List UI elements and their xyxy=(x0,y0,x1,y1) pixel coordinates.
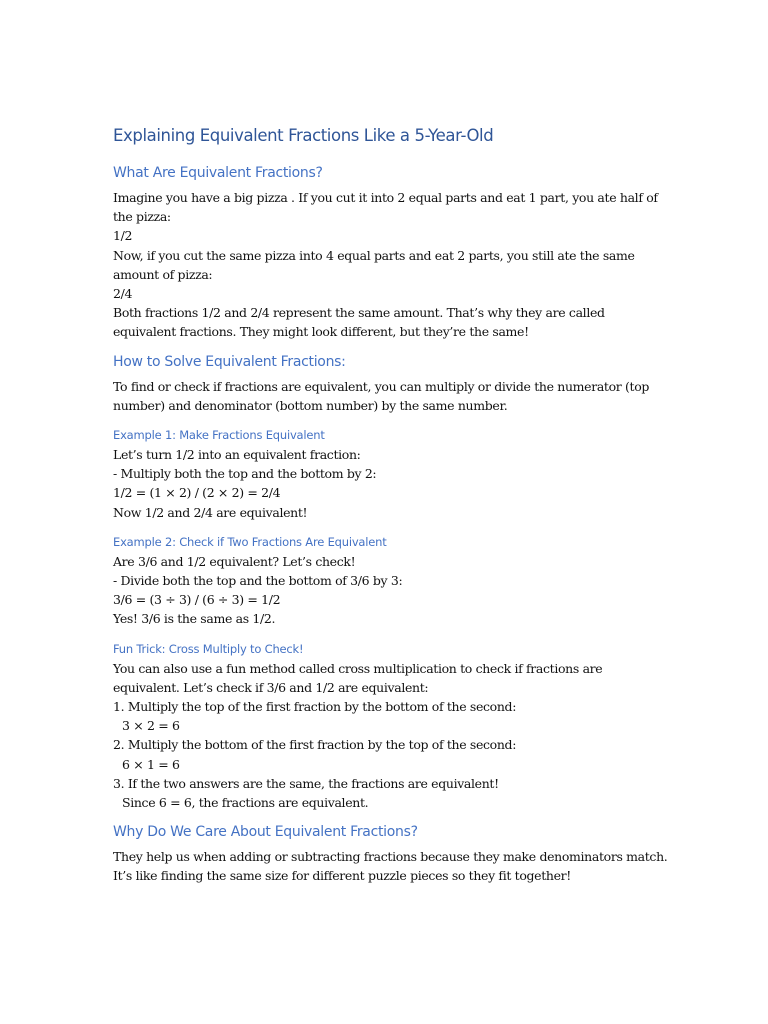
section-heading-why-care: Why Do We Care About Equivalent Fractions? xyxy=(113,824,418,841)
fraction-line: 2/4 xyxy=(113,286,133,302)
document-page xyxy=(113,124,673,886)
subheading-example-2: Example 2: Check if Two Fractions Are Equivalent xyxy=(113,534,387,549)
subheading-example-1: Example 1: Make Fractions Equivalent xyxy=(113,428,325,443)
section-heading-how-to-solve: How to Solve Equivalent Fractions: xyxy=(113,353,346,370)
section-heading-what-are: What Are Equivalent Fractions? xyxy=(113,165,323,181)
paragraph-line: Both fractions 1/2 and 2/4 represent the same amount. That’s why they are called xyxy=(113,305,605,321)
paragraph-line: equivalent fractions. They might look different, but they’re the same! xyxy=(113,324,529,340)
paragraph-line: number) and denominator (bottom number) by the same number. xyxy=(113,397,508,413)
paragraph-line: Imagine you have a big pizza . If you cut it into 2 equal parts and eat 1 part, you ate half of xyxy=(113,190,658,205)
paragraph-line: - Multiply both the top and the bottom by 2: xyxy=(113,466,377,482)
equation-line: 3 × 2 = 6 xyxy=(122,718,180,734)
section-body-what-are xyxy=(113,188,673,342)
step-line: 3. If the two answers are the same, the fractions are equivalent! xyxy=(113,775,499,791)
equation-line: 6 × 1 = 6 xyxy=(122,756,180,772)
step-line: 1. Multiply the top of the first fraction by the bottom of the second: xyxy=(113,699,517,715)
paragraph-line: It’s like finding the same size for different puzzle pieces so they fit together! xyxy=(113,868,571,884)
subheading-fun-trick: Fun Trick: Cross Multiply to Check! xyxy=(113,641,304,656)
paragraph-line: Are 3/6 and 1/2 equivalent? Let’s check! xyxy=(113,553,356,569)
paragraph-line: equivalent. Let’s check if 3/6 and 1/2 are equivalent: xyxy=(113,679,429,695)
paragraph-line: Yes! 3/6 is the same as 1/2. xyxy=(113,611,276,627)
section-body-why-care xyxy=(113,847,673,885)
fun-trick-body xyxy=(113,659,673,813)
paragraph-line: Now, if you cut the same pizza into 4 equal parts and eat 2 parts, you still ate the same xyxy=(113,247,635,263)
paragraph-line: Now 1/2 and 2/4 are equivalent! xyxy=(113,504,308,520)
paragraph-line: the pizza: xyxy=(113,209,171,225)
paragraph-line: Let’s turn 1/2 into an equivalent fraction: xyxy=(113,447,361,463)
equation-line: 3/6 = (3 ÷ 3) / (6 ÷ 3) = 1/2 xyxy=(113,592,281,608)
paragraph-line: They help us when adding or subtracting fractions because they make denominators match. xyxy=(113,849,668,865)
fraction-line: 1/2 xyxy=(113,228,133,244)
step-line: 2. Multiply the bottom of the first fraction by the top of the second: xyxy=(113,737,517,753)
paragraph-line: amount of pizza: xyxy=(113,266,213,282)
paragraph-line: Since 6 = 6, the fractions are equivalent. xyxy=(122,795,369,811)
example-2-body xyxy=(113,552,673,629)
example-1-body xyxy=(113,445,673,522)
section-body-how-to-solve xyxy=(113,377,673,415)
paragraph-line: You can also use a fun method called cross multiplication to check if fractions are xyxy=(113,660,603,676)
equation-line: 1/2 = (1 × 2) / (2 × 2) = 2/4 xyxy=(113,485,281,501)
paragraph-line: To find or check if fractions are equivalent, you can multiply or divide the numerator (top xyxy=(113,378,650,394)
document-title: Explaining Equivalent Fractions Like a 5-Year-Old xyxy=(113,126,494,145)
paragraph-line: - Divide both the top and the bottom of 3/6 by 3: xyxy=(113,573,403,589)
